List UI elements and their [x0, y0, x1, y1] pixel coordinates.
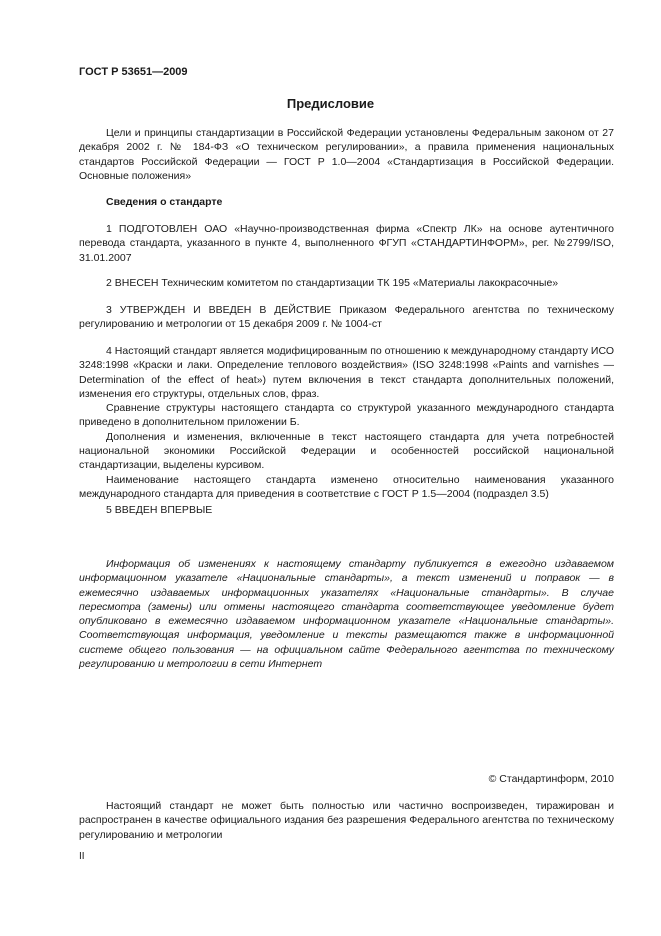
- intro-block: [79, 126, 614, 183]
- item-4-paragraph-4: Наименование настоящего стандарта изменено относительно наименования указанного международного стандарта для приведения в соответствие с ГОСТ Р 1.5—2004 (подраздел 3.5): [79, 473, 614, 500]
- item-4-block: [79, 344, 614, 501]
- document-header: ГОСТ Р 53651—2009: [79, 66, 188, 78]
- item-1: 1 ПОДГОТОВЛЕН ОАО «Научно-производственная фирма «Спектр ЛК» на основе аутентичного перевода стандарта, указанного в пункте 4, выполненного ФГУП «СТАНДАРТИНФОРМ», рег. №2799/ISO, 31.01.2007: [79, 223, 614, 264]
- notice-block: [79, 557, 614, 671]
- intro-paragraph: Цели и принципы стандартизации в Российской Федерации установлены Федеральным законом от 27 декабря 2002 г. № 184-ФЗ «О техническом регулировании», а правила применения национальных стандартов Российской Федерации — ГОСТ Р 1.0—2004 «Стандартизация в Российской Федерации. Основные положения»: [79, 127, 614, 182]
- item-2: 2 ВНЕСЕН Техническим комитетом по стандартизации ТК 195 «Материалы лакокрасочные»: [106, 277, 559, 289]
- page-title: Предисловие: [286, 96, 375, 111]
- copyright: © Стандартинформ, 2010: [488, 773, 614, 785]
- item-5: 5 ВВЕДЕН ВПЕРВЫЕ: [106, 504, 213, 516]
- page-number: II: [79, 851, 85, 862]
- rights-paragraph: Настоящий стандарт не может быть полностью или частично воспроизведен, тиражирован и распространен в качестве официального издания без разрешения Федерального агентства по техническому регулированию и метрологии: [79, 800, 614, 841]
- item-5-block: [79, 503, 614, 517]
- item-3-block: [79, 303, 614, 332]
- item-4-paragraph-2: Сравнение структуры настоящего стандарта со структурой указанного международного стандарта приведено в дополнительном приложении Б.: [79, 402, 614, 429]
- rights-block: [79, 799, 614, 842]
- item-4-paragraph-1: 4 Настоящий стандарт является модифицированным по отношению к международному стандарту ИСО 3248:1998 «Краски и лаки. Определение теплового воздействия» (ISO 3248:1998 «Paints and varnishes — Determination of the effect of heat») путем включения в текст стандарта дополнительных положений, изменения его структуры, отдельных слов, фраз.: [79, 345, 614, 400]
- section-heading-block: [79, 195, 614, 209]
- notice-paragraph: Информация об изменениях к настоящему стандарту публикуется в ежегодно издаваемом информационном указателе «Национальные стандарты», а текст изменений и поправок — в ежемесячно издаваемых информационных указателях «Национальные стандарты». В случае пересмотра (замены) или отмены настоящего стандарта соответствующее уведомление будет опубликовано в ежемесячно издаваемом информационном указателе «Национальные стандарты». Соответствующая информация, уведомление и тексты размещаются также в информационной системе общего пользования — на официальном сайте Федерального агентства по техническому регулированию и метрологии в сети Интернет: [79, 558, 614, 671]
- section-heading: Сведения о стандарте: [106, 196, 223, 208]
- item-1-block: [79, 222, 614, 265]
- item-3: 3 УТВЕРЖДЕН И ВВЕДЕН В ДЕЙСТВИЕ Приказом Федерального агентства по техническому регулированию и метрологии от 15 декабря 2009 г. № 1004-ст: [79, 304, 614, 331]
- item-2-block: [79, 276, 614, 290]
- item-4-paragraph-3: Дополнения и изменения, включенные в текст настоящего стандарта для учета потребностей национальной экономики Российской Федерации и особенностей российской национальной стандартизации, выделены курсивом.: [79, 430, 614, 472]
